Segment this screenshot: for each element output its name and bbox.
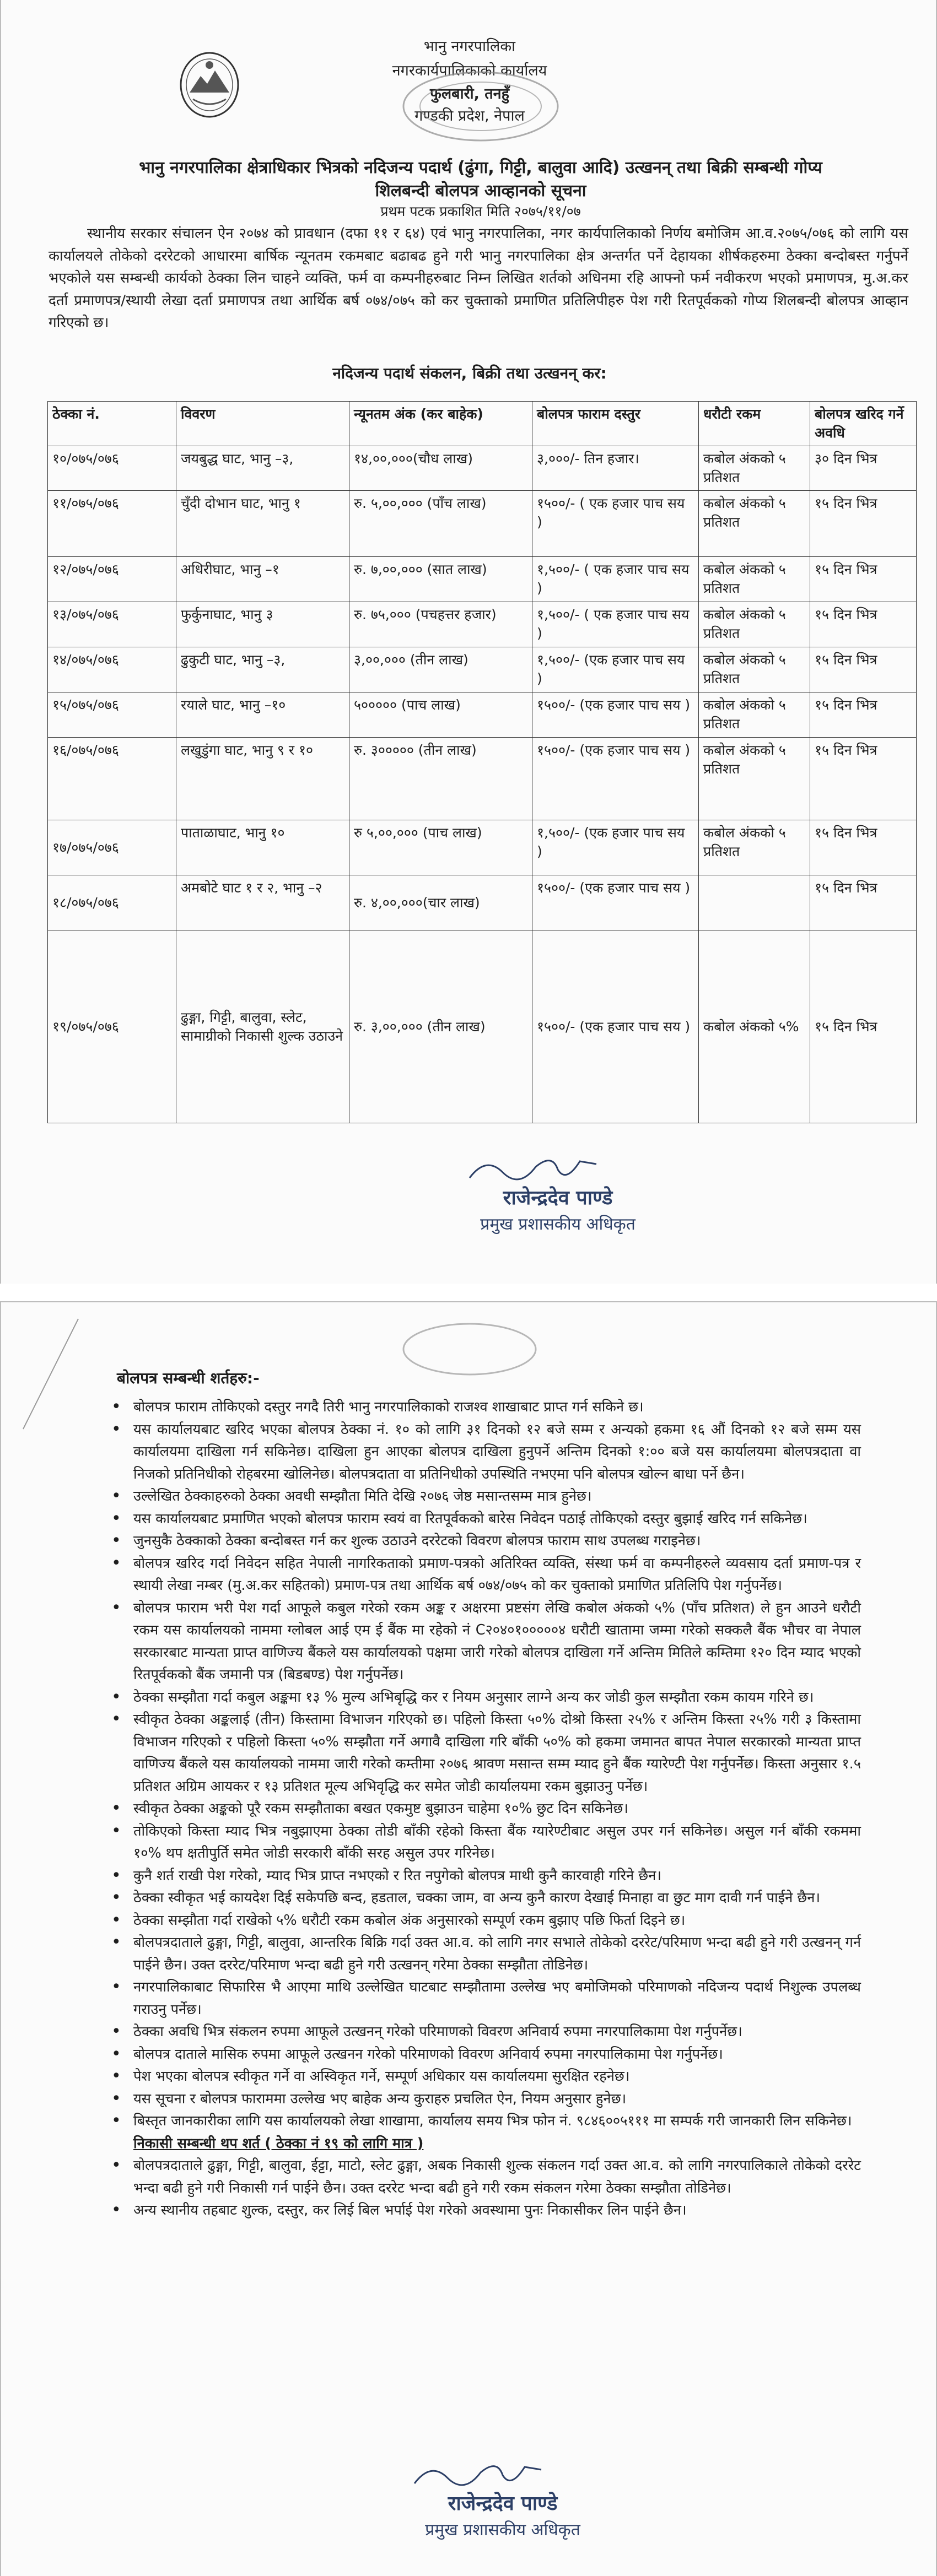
table-cell: रु. ७,००,००० (सात लाख) [349,557,532,602]
table-cell: जयबुद्ध घाट, भानु –३, [176,446,349,491]
notice-page [0,0,937,1284]
table-cell: १५ दिन भित्र [810,491,917,557]
list-item: • ठेक्का स्वीकृत भई कायदेश दिई सकेपछि बन्द, हडताल, चक्का जाम, वा अन्य कुनै कारण देखाई मिनाहा वा छुट माग दावी गर्न पाईने छैन। [111,1887,861,1909]
table-row [48,820,917,875]
table-cell: ५००००० (पाच लाख) [349,692,532,738]
table-row [48,557,917,602]
table-row [48,930,917,1123]
table-cell: ३,०००/- तिन हजार। [532,446,699,491]
list-item: • यस सूचना र बोलपत्र फाराममा उल्लेख भए बाहेक अन्य कुराहरु प्रचलित ऐन, नियम अनुसार हुनेछ। [111,2088,861,2110]
conditions-page [0,1301,937,2576]
list-item: • यस कार्यालयबाट प्रमाणित भएको बोलपत्र फाराम स्वयं वा रितपूर्वकको बारेस निवेदन पठाई तोकिएको दस्तुर बुझाई खरिद गर्न सकिनेछ। [111,1508,861,1530]
header-address: फुलबारी, तनहुँ [430,85,509,102]
margin-line-icon [12,1313,89,1435]
table-cell: १५ दिन भित्र [810,738,917,820]
table-cell: १५ दिन भित्र [810,692,917,738]
list-item: • ठेक्का सम्झौता गर्दा कबुल अङ्कमा १३ % मुल्य अभिबृद्धि कर र नियम अनुसार लाग्ने अन्य कर जोडी कुल सम्झौता रकम कायम गरिने छ। [111,1686,861,1709]
table-cell: १५ दिन भित्र [810,557,917,602]
table-cell: रु. ३,००,००० (तीन लाख) [349,930,532,1123]
table-cell: अधिरीघाट, भानु –१ [176,557,349,602]
notice-intro-paragraph: स्थानीय सरकार संचालन ऐन २०७४ को प्रावधान (दफा ११ र ६४) एवं भानु नगरपालिका, नगर कार्यपालिकाको निर्णय बमोजिम आ.व.२०७५/०७६ को लागि यस कार्यालयले तोकेको दररेटको आधारमा बार्षिक न्यूनतम रकमबाट बढाबढ हुने गरी भानु नगरपालिका क्षेत्र अन्तर्गत पर्ने देहायका शीर्षकहरुमा ठेक्का बन्दोबस्त गर्नुपर्ने भएकोले यस सम्बन्धी कार्यको ठेक्का लिन चाहने व्यक्ति, फर्म वा कम्पनीहरुबाट निम्न लिखित शर्तको अधिनमा रहि आफ्नो फर्म नवीकरण भएको प्रमाणपत्र, मु.अ.कर दर्ता प्रमाणपत्र/स्थायी लेखा दर्ता प्रमाणपत्र तथा आर्थिक बर्ष ०७४/०७५ को कर चुक्ताको प्रमाणित प्रतिलिपीहरु पेश गरी रितपूर्वकको गोप्य शिलबन्दी बोलपत्र आव्हान गरिएको छ। [49,225,908,331]
table-cell: १५००/- (एक हजार पाच सय ) [532,738,699,820]
table-cell: १०/०७५/०७६ [48,446,176,491]
table-cell: १५/०७५/०७६ [48,692,176,738]
list-item: • बोलपत्र खरिद गर्दा निवेदन सहित नेपाली नागरिकताको प्रमाण-पत्रको अतिरिक्त व्यक्ति, संस्था फर्म वा कम्पनीहरुले व्यवसाय दर्ता प्रमाण-पत्र र स्थायी लेखा नम्बर (मु.अ.कर सहितको) प्रमाण-पत्र तथा आर्थिक बर्ष ०७४/०७५ को कर चुक्ताको प्रमाणित प्रतिलिपि पेश गर्नुपर्नेछ। [111,1552,861,1597]
table-cell: १५००/- (एक हजार पाच सय ) [532,875,699,930]
table-row [48,875,917,930]
page-gap [0,1284,937,1301]
table-cell: १५००/- (एक हजार पाच सय ) [532,930,699,1123]
header-office-name: नगरकार्यपालिकाको कार्यालय [392,62,547,79]
header-province: गण्डकी प्रदेश, नेपाल [414,107,525,125]
contract-table [47,401,917,1123]
table-cell: १६/०७५/०७६ [48,738,176,820]
col-header: न्यूनतम अंक (कर बाहेक) [349,402,532,446]
list-item: • उल्लेखित ठेक्काहरुको ठेक्का अवधी सम्झौता मिति देखि २०७६ जेष्ठ मसान्तसम्म मात्र हुनेछ। [111,1485,861,1508]
table-cell: १५ दिन भित्र [810,647,917,692]
col-header: ठेक्का नं. [48,402,176,446]
table-cell: १८/०७५/०७६ [48,875,176,930]
table-row [48,738,917,820]
table-cell: पाताळाघाट, भानु १० [176,820,349,875]
table-cell: कबोल अंकको ५% [699,930,810,1123]
table-cell: रु. ३००००० (तीन लाख) [349,738,532,820]
table-row [48,446,917,491]
list-item: • बोलपत्र फाराम भरी पेश गर्दा आफूले कबुल गरेको रकम अङ्क र अक्षरमा प्रष्टसंग लेखि कबोल अंकको ५% (पाँच प्रतिशत) ले हुन आउने धरौटी रकम यस कार्यालयको नाममा ग्लोबल आई एम ई बैंक मा रहेको नं C२०४०१०००००४ धरौटी खातामा जम्मा गरेको सक्कलै बैंक भौचर वा नेपाल सरकारबाट मान्यता प्राप्त वाणिज्य बैंकले यस कार्यालयको पक्षमा जारी गरेको बोलपत्र दाखिला गर्ने अन्तिम मितिले कम्तिमा १२० दिन म्याद भएको रितपूर्वकको बैंक जमानी पत्र (बिडबण्ड) पेश गर्नुपर्नेछ। [111,1597,861,1686]
table-cell: १४,००,०००(चौध लाख) [349,446,532,491]
table-cell: १५ दिन भित्र [810,820,917,875]
table-header-row [48,402,917,446]
list-item: • स्वीकृत ठेक्का अङ्कको पूरै रकम सम्झौताका बखत एकमुष्ट बुझाउन चाहेमा १०% छुट दिन सकिनेछ। [111,1798,861,1820]
table-cell: १,५००/- ( एक हजार पाच सय ) [532,602,699,647]
table-cell [699,875,810,930]
table-cell: फुर्कुनाघाट, भानु ३ [176,602,349,647]
table-cell: १५ दिन भित्र [810,602,917,647]
list-item: • जुनसुकै ठेक्काको ठेक्का बन्दोबस्त गर्न कर शुल्क उठाउने दररेटको विवरण बोलपत्र फाराम साथ उपलब्ध गराइनेछ। [111,1530,861,1552]
table-cell: रु. ४,००,०००(चार लाख) [349,875,532,930]
list-item: • बिस्तृत जानकारीका लागि यस कार्यालयको लेखा शाखामा, कार्यालय समय भित्र फोन नं. ९८४६००५१११ मा सम्पर्क गरी जानकारी लिन सकिनेछ। [111,2110,861,2133]
header-municipality-name: भानु नगरपालिका [423,38,516,55]
table-cell: कबोल अंकको ५ प्रतिशत [699,820,810,875]
table-cell: ढुङ्गा, गिट्टी, बालुवा, स्लेट, सामाग्रीको निकासी शुल्क उठाउने [176,930,349,1123]
list-item: • पेश भएका बोलपत्र स्वीकृत गर्ने वा अस्विकृत गर्ने, सम्पूर्ण अधिकार यस कार्यालयमा सुरक्षित रहनेछ। [111,2065,861,2088]
list-item: • कुनै शर्त राखी पेश गरेको, म्याद भित्र प्राप्त नभएको र रित नपुगेको बोलपत्र माथी कुनै कारवाही गरिने छैन। [111,1865,861,1887]
table-cell: १५ दिन भित्र [810,875,917,930]
table-cell: कबोल अंकको ५ प्रतिशत [699,446,810,491]
table-cell: ढुकुटी घाट, भानु –३, [176,647,349,692]
table-cell: रयाले घाट, भानु –१० [176,692,349,738]
signatory-designation: प्रमुख प्रशासकीय अधिकृत [480,1215,636,1234]
list-item: • बोलपत्रदाताले ढुङ्गा, गिट्टी, बालुवा, आन्तरिक बिक्रि गर्दा उक्त आ.व. को लागि नगर सभाले तोकेको दररेट/परिमाण भन्दा बढी हुने गरी उत्खनन् गर्न पाईने छैन। उक्त दररेट/परिमाण भन्दा बढी हुने गरी उत्खनन् गरेमा ठेक्का सम्झौता तोडिनेछ। [111,1931,861,1976]
list-item: • स्वीकृत ठेक्का अङ्कलाई (तीन) किस्तामा विभाजन गरिएको छ। पहिलो किस्ता ५०% दोश्रो किस्ता २५% र अन्तिम किस्ता २५% गरी ३ किस्तामा विभाजन गरिएको र पहिलो किस्ता ५०% सम्झौता गर्ने अगावै दाखिला गरि बाँकी ५०% को हकमा जमानत बापत नेपाल सरकारको मान्यता प्राप्त वाणिज्य बैंकले यस कार्यालयको नाममा जारी गरेको कम्तीमा २०७६ श्रावण मसान्त सम्म म्याद हुने बैंक ग्यारेण्टी पेश गर्नुपर्नेछ। किस्ता अनुसार १.५ प्रतिशत अग्रिम आयकर र १३ प्रतिशत मूल्य अभिवृद्धि कर समेत जोडी कार्यालयमा रकम बुझाउनु पर्नेछ। [111,1708,861,1798]
list-item: • यस कार्यालयबाट खरिद भएका बोलपत्र ठेक्का नं. १० को लागि ३१ दिनको १२ बजे सम्म र अन्यको हकमा १६ औं दिनको १२ बजे सम्म यस कार्यालयमा दाखिला गर्न सकिनेछ। दाखिला हुन आएका बोलपत्र दाखिला हुनुपर्ने अन्तिम दिनको १:०० बजे यस कार्यालयमा बोलपत्रदाता वा निजको प्रतिनिधीको रोहबरमा खोलिनेछ। बोलपत्रदाता वा प्रतिनिधीको उपस्थिति नभएमा पनि बोलपत्र खोल्न बाधा पर्ने छैन। [111,1419,861,1486]
table-cell: चुँदी दोभान घाट, भानु १ [176,491,349,557]
table-cell: अमबोटे घाट १ र २, भानु –२ [176,875,349,930]
table-cell: रु. ५,००,००० (पाँच लाख) [349,491,532,557]
table-cell: कबोल अंकको ५ प्रतिशत [699,491,810,557]
first-published-date: प्रथम पटक प्रकाशित मिति २०७५/११/०७ [380,203,581,219]
office-stamp-icon [398,1319,541,1379]
conditions-list [111,1396,861,2222]
table-cell: १,५००/- (एक हजार पाच सय ) [532,820,699,875]
table-cell: ३० दिन भित्र [810,446,917,491]
extra-conditions-heading: निकासी सम्बन्धी थप शर्त ( ठेक्का नं १९ को लागि मात्र ) [133,2135,424,2152]
table-cell: १,५००/- ( एक हजार पाच सय ) [532,557,699,602]
table-cell: १,५००/- (एक हजार पाच सय ) [532,647,699,692]
table-cell: कबोल अंकको ५ प्रतिशत [699,557,810,602]
table-cell: १३/०७५/०७६ [48,602,176,647]
list-item: • ठेक्का सम्झौता गर्दा राखेको ५% धरौटी रकम कबोल अंक अनुसारको सम्पूर्ण रकम बुझाए पछि फिर्ता दिइने छ। [111,1909,861,1932]
list-item: • तोकिएको किस्ता म्याद भित्र नबुझाएमा ठेक्का तोडी बाँकी रहेको किस्ता बैंक ग्यारेण्टीबाट असुल उपर गर्न सकिनेछ। असुल गर्न बाँकी रकममा १०% थप क्षतीपुर्ति समेत जोडी सरकारी बाँकी सरह असुल उपर गरिनेछ। [111,1820,861,1865]
table-cell: कबोल अंकको ५ प्रतिशत [699,738,810,820]
col-header: बोलपत्र खरिद गर्ने अवधि [810,402,917,446]
list-item: • ठेक्का अवधि भित्र संकलन रुपमा आफूले उत्खनन् गरेको परिमाणको विवरण अनिवार्य रुपमा नगरपालिकामा पेश गर्नुपर्नेछ। [111,2021,861,2043]
list-item: • अन्य स्थानीय तहबाट शुल्क, दस्तुर, कर लिई बिल भर्पाई पेश गरेको अवस्थामा पुनः निकासीकर लिन पाईने छैन। [111,2199,861,2222]
list-item: • बोलपत्रदाताले ढुङ्गा, गिट्टी, बालुवा, ईट्टा, माटो, स्लेट ढुङ्गा, अबक निकासी शुल्क संकलन गर्दा उक्त आ.व. को लागि नगरपालिकाले तोकेको दररेट भन्दा बढी हुने गरी निकासी गर्न पाईने छैन। उक्त दररेट भन्दा बढी हुने गरी रकम संकलन गरेमा ठेक्का सम्झौता तोडिनेछ। [111,2155,861,2199]
col-header: विवरण [176,402,349,446]
table-cell: १४/०७५/०७६ [48,647,176,692]
list-item: • नगरपालिकाबाट सिफारिस भै आएमा माथि उल्लेखित घाटबाट सम्झौतामा उल्लेख भए बमोजिमको परिमाणको नदिजन्य पदार्थ निशुल्क उपलब्ध गराउनु पर्नेछ। [111,1976,861,2021]
conditions-title: बोलपत्र सम्बन्धी शर्तहरु:- [117,1369,260,1387]
table-cell: रु. ७५,००० (पचहत्तर हजार) [349,602,532,647]
table-title: नदिजन्य पदार्थ संकलन, बिक्री तथा उत्खनन् कर: [332,364,607,382]
col-header: बोलपत्र फाराम दस्तुर [532,402,699,446]
table-cell: कबोल अंकको ५ प्रतिशत [699,692,810,738]
list-item: • बोलपत्र दाताले मासिक रुपमा आफूले उत्खनन गरेको परिमाणको विवरण अनिवार्य रुपमा नगरपालिकामा पेश गर्नुपर्नेछ। [111,2043,861,2066]
table-row [48,491,917,557]
signature-block [387,2456,618,2539]
notice-title: भानु नगरपालिका क्षेत्राधिकार भित्रको नदिजन्य पदार्थ (ढुंगा, गिट्टी, बालुवा आदि) उत्खनन् तथा बिक्री सम्बन्धी गोप्य [139,158,822,177]
table-cell: १२/०७५/०७६ [48,557,176,602]
table-row [48,692,917,738]
table-cell: १९/०७५/०७६ [48,930,176,1123]
table-cell: १५ दिन भित्र [810,930,917,1123]
signatory-name: राजेन्द्रदेव पाण्डे [503,1187,613,1209]
table-cell: कबोल अंकको ५ प्रतिशत [699,602,810,647]
signatory-name: राजेन्द्रदेव पाण्डे [448,2492,558,2515]
signatory-designation: प्रमुख प्रशासकीय अधिकृत [425,2520,580,2540]
table-cell: लखुडुंगा घाट, भानु ९ र १० [176,738,349,820]
table-row [48,602,917,647]
table-row [48,647,917,692]
table-cell: १५००/- (एक हजार पाच सय ) [532,692,699,738]
table-cell: १७/०७५/०७६ [48,820,176,875]
table-cell: रु ५,००,००० (पाच लाख) [349,820,532,875]
table-cell: ३,००,००० (तीन लाख) [349,647,532,692]
table-cell: कबोल अंकको ५ प्रतिशत [699,647,810,692]
list-item: • बोलपत्र फाराम तोकिएको दस्तुर नगदै तिरी भानु नगरपालिकाको राजश्व शाखाबाट प्राप्त गर्न सकिने छ। [111,1396,861,1419]
table-cell: १५००/- ( एक हजार पाच सय ) [532,491,699,557]
table-cell: ११/०७५/०७६ [48,491,176,557]
office-stamp-icon [398,65,563,148]
signature-block [442,1150,674,1233]
notice-subtitle: शिलबन्दी बोलपत्र आव्हानको सूचना [375,181,586,201]
col-header: धरौटी रकम [699,402,810,446]
